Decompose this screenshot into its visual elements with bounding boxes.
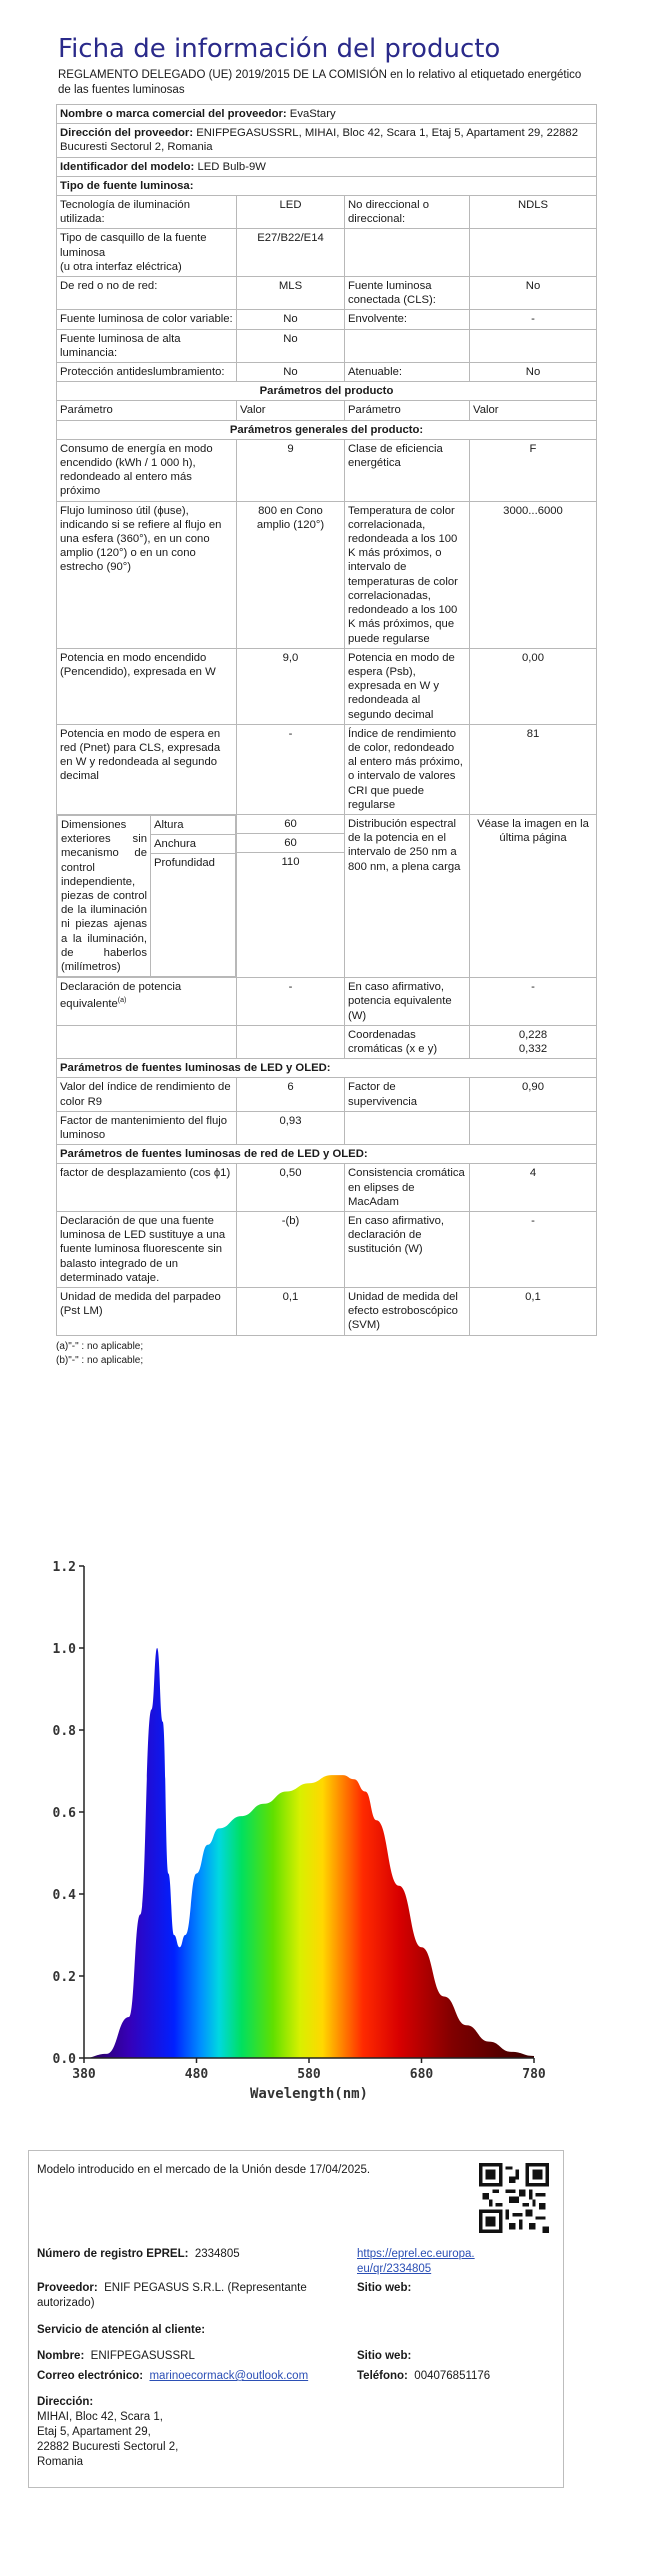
table-row: Potencia en modo de espera en red (Pnet) para CLS, expresada en W y redondeada al segundo decimal - Índice de rendimiento de color, redondeado al entero más próximo, o intervalo de valores CRI que puede regularse 81 (57, 724, 597, 814)
service-phone: Teléfono: 004076851176 (357, 2370, 491, 2382)
address-row: Dirección del proveedor: ENIFPEGASUSSRL, MIHAI, Bloc 42, Scara 1, Etaj 5, Apartament 29, 22882 Bucuresti Sectorul 2, Romania (57, 124, 597, 157)
table-row: Unidad de medida del parpadeo (Pst LM) 0,1 Unidad de medida del efecto estroboscópico (SVM) 0,1 (57, 1288, 597, 1336)
table-row: Consumo de energía en modo encendido (kWh / 1 000 h), redondeado al entero más próximo 9 Clase de eficiencia energética F (57, 439, 597, 501)
x-tick-label: 780 (522, 2067, 546, 2082)
table-row: Protección antideslumbramiento: No Atenuable: No (57, 363, 597, 382)
eprel-number: Número de registro EPREL: 2334805 (37, 2248, 240, 2260)
provider-website: Sitio web: (357, 2282, 412, 2294)
service-email: Correo electrónico: marinoecormack@outlook.com (37, 2370, 309, 2382)
y-tick-label: 0.4 (52, 1888, 76, 1903)
mains-header: Parámetros de fuentes luminosas de red de LED y OLED: (57, 1145, 597, 1164)
market-intro: Modelo introducido en el mercado de la Unión desde 17/04/2025. (37, 2164, 371, 2176)
service-name: Nombre: ENIFPEGASUSSRL (37, 2350, 195, 2362)
service-website: Sitio web: (357, 2350, 412, 2362)
table-row: De red o no de red: MLS Fuente luminosa conectada (CLS): No (57, 277, 597, 310)
service-address: Dirección: MIHAI, Bloc 42, Scara 1, Etaj 5, Apartament 29, 22882 Bucuresti Sectorul 2, Romania (37, 2396, 179, 2468)
customer-service-title: Servicio de atención al cliente: (37, 2324, 206, 2336)
table-row: Declaración de que una fuente luminosa de LED sustituye a una fuente luminosa fluorescente sin balasto integrado de un determinado vataje. -(b) En caso afirmativo, declaración de sustitución (W) - (57, 1212, 597, 1288)
qr-code-icon[interactable] (479, 2163, 549, 2233)
y-tick-label: 0.2 (52, 1970, 76, 1985)
x-tick-label: 380 (72, 2067, 96, 2082)
y-tick-label: 1.0 (52, 1642, 76, 1657)
y-tick-label: 1.2 (52, 1560, 76, 1575)
product-fiche (56, 34, 596, 1368)
type-header: Tipo de fuente luminosa: (57, 176, 597, 195)
table-row: Tipo de casquillo de la fuente luminosa (u otra interfaz eléctrica) E27/B22/E14 (57, 229, 597, 277)
y-tick-label: 0.6 (52, 1806, 76, 1821)
params-header: Parámetros del producto (57, 382, 597, 401)
eprel-link[interactable]: https://eprel.ec.europa.eu/qr/2334805 (357, 2248, 475, 2275)
x-tick-label: 480 (184, 2067, 209, 2082)
supplier-row: Nombre o marca comercial del proveedor: EvaStary (57, 105, 597, 124)
table-row: Fuente luminosa de color variable: No Envolvente: - (57, 310, 597, 329)
footnote-b: (b)"-" : no aplicable; (56, 1354, 144, 1366)
table-row: Tecnología de iluminación utilizada: LED No direccional o direccional: NDLS (57, 196, 597, 229)
dimensions-row: Dimensiones exteriores sin mecanismo de control independiente, piezas de control de la iluminación ni piezas ajenas a la iluminación, de haberlos (milímetros) Altura Anchura Profundidad 60 60 110 Distribución espectral de la potencia en el intervalo de 250 nm a 800 nm, a plena carga Véase la imagen en la última página (57, 814, 597, 977)
footnotes (56, 1340, 596, 1368)
regulation-text: REGLAMENTO DELEGADO (UE) 2019/2015 DE LA COMISIÓN en lo relativo al etiquetado energético de las fuentes luminosas (58, 69, 582, 96)
supplier-info-box (28, 2150, 564, 2488)
spectral-chart (46, 1552, 576, 2132)
y-tick-label: 0.0 (52, 2052, 76, 2067)
spectrum-area (84, 1648, 534, 2058)
email-link[interactable]: marinoecormack@outlook.com (149, 2370, 309, 2382)
table-row: Flujo luminoso útil (ϕuse), indicando si se refiere al flujo en una esfera (360°), en un cono amplio (120°) o en un cono estrecho (90°) 800 en Cono amplio (120°) Temperatura de color correlacionada, redondeada a los 100 K más próximos, o intervalo de temperaturas de color correlacionadas, redondeado a los 100 K más próximos, que puede regularse 3000...6000 (57, 501, 597, 648)
table-row: factor de desplazamiento (cos ϕ1) 0,50 Consistencia cromática en elipses de MacAdam 4 (57, 1164, 597, 1212)
footnote-a: (a)"-" : no aplicable; (56, 1340, 144, 1352)
table-row: Declaración de potencia equivalente$^{(a)}$ - En caso afirmativo, potencia equivalente (W) - (57, 978, 597, 1026)
table-row: Fuente luminosa de alta luminancia: No (57, 329, 597, 362)
model-row: Identificador del modelo: LED Bulb-9W (57, 157, 597, 176)
x-tick-label: 580 (297, 2067, 321, 2082)
table-row: Factor de mantenimiento del flujo luminoso 0,93 (57, 1111, 597, 1144)
table-row: Coordenadas cromáticas (x e y) 0,228 0,332 (57, 1025, 597, 1058)
x-tick-label: 680 (409, 2067, 434, 2082)
column-headers: Parámetro Valor Parámetro Valor (57, 401, 597, 420)
provider: Proveedor: ENIF PEGASUS S.R.L. (Representante autorizado) (37, 2282, 307, 2309)
table-row: Valor del índice de rendimiento de color R9 6 Factor de supervivencia 0,90 (57, 1078, 597, 1111)
y-tick-label: 0.8 (52, 1724, 76, 1739)
x-axis-label: Wavelength(nm) (249, 2086, 369, 2102)
led-header: Parámetros de fuentes luminosas de LED y OLED: (57, 1059, 597, 1078)
page-title: Ficha de información del producto (58, 34, 501, 64)
general-header: Parámetros generales del producto: (57, 420, 597, 439)
table-row: Potencia en modo encendido (Pencendido), expresada en W 9,0 Potencia en modo de espera (Psb), expresada en W y redondeada al segundo decimal 0,00 (57, 648, 597, 724)
fiche-table (56, 104, 597, 1336)
